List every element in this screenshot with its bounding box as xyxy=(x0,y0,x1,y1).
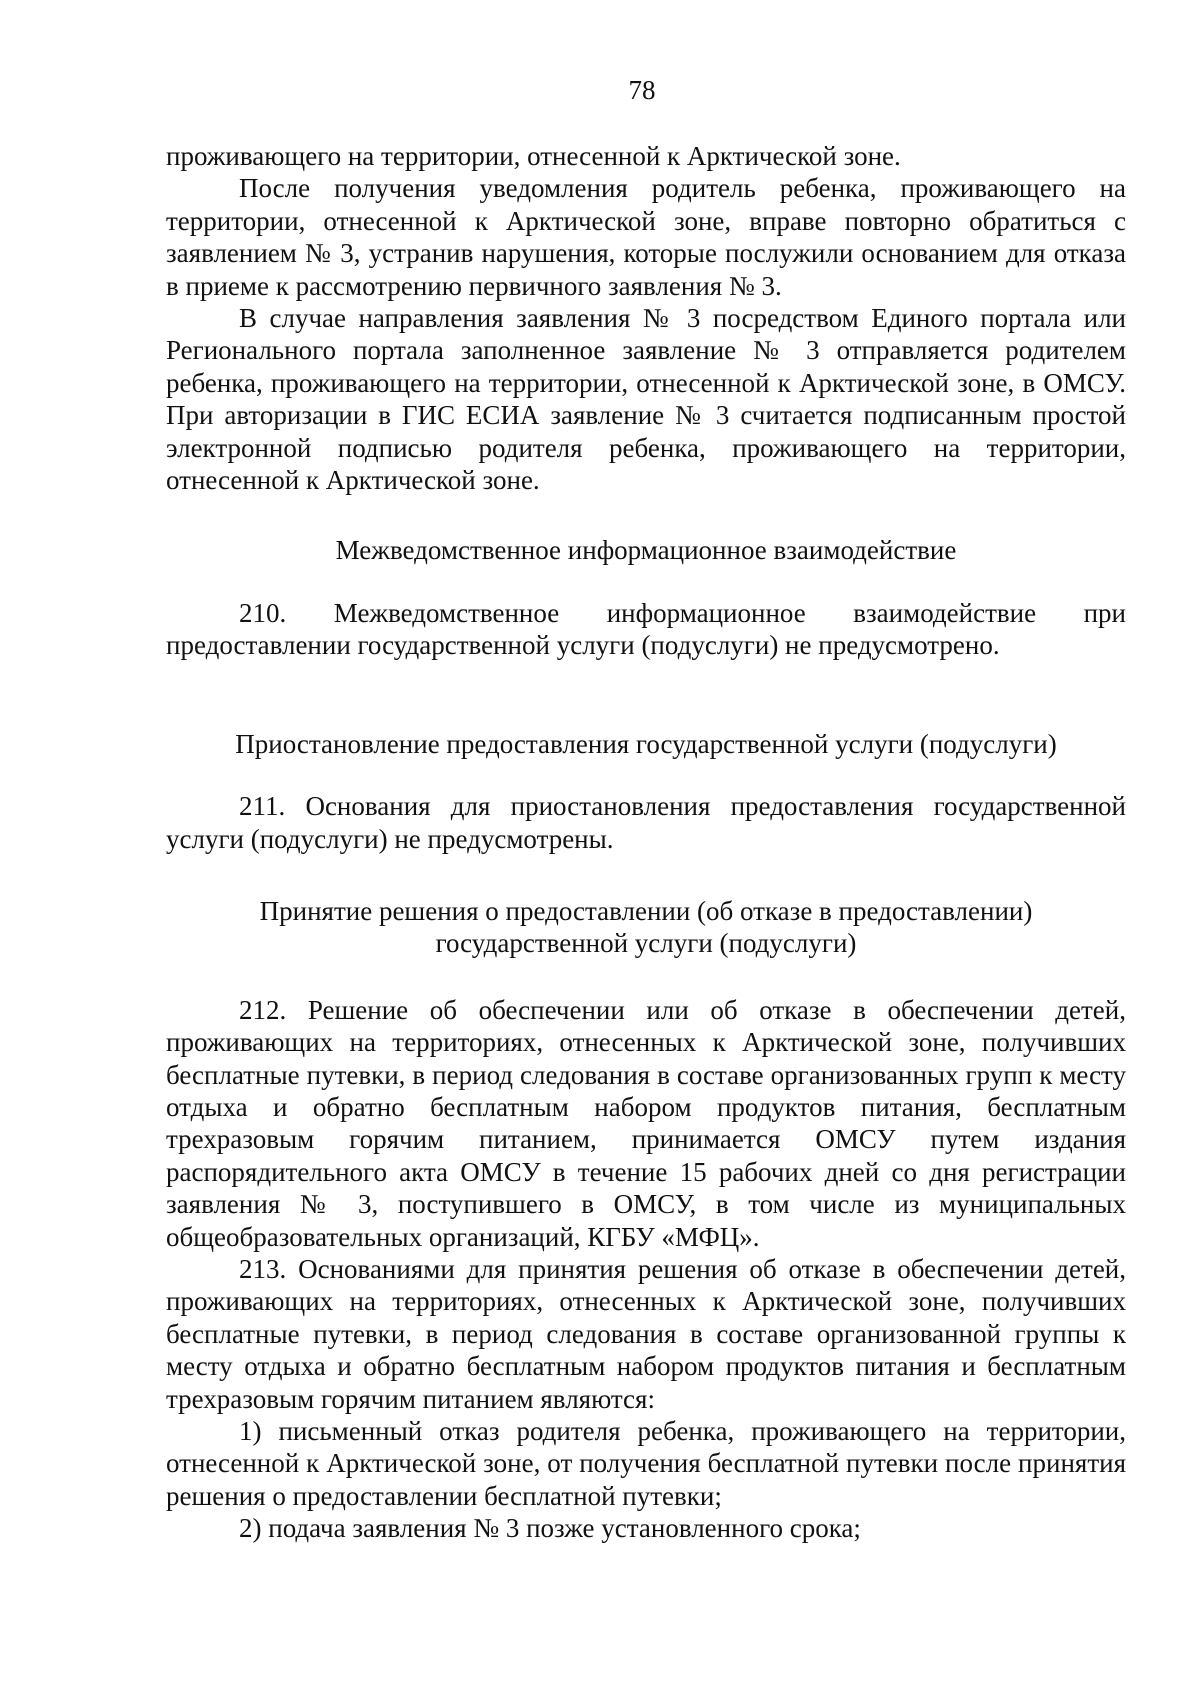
spacer xyxy=(166,662,1126,728)
spacer xyxy=(166,760,1126,790)
document-body xyxy=(166,140,1126,1545)
paragraph-211: 211. Основания для приостановления предоставления государственной услуги (подуслуги) не предусмотрены. xyxy=(166,791,1126,854)
paragraph-212: 212. Решение об обеспечении или об отказе в обеспечении детей, проживающих на территориях, отнесенных к Арктической зоне, получивших бесплатные путевки, в период следования в составе организованных групп к месту отдыха и обратно бесплатным набором продуктов питания, бесплатным трехразовым горячим питанием, принимается ОМСУ путем издания распорядительного акта ОМСУ в течение 15 рабочих дней со дня регистрации заявления № 3, поступившего в ОМСУ, в том числе из муниципальных общеобразовательных организаций, КГБУ «МФЦ». xyxy=(166,994,1126,1252)
paragraph-resubmission: После получения уведомления родитель ребенка, проживающего на территории, отнесенной к Арктической зоне, вправе повторно обратиться с заявлением № 3, устранив нарушения, которые послужили основанием для отказа в приеме к рассмотрению первичного заявления № 3. xyxy=(166,173,1126,301)
page-number: 78 xyxy=(628,75,656,105)
paragraph-portal-submission: В случае направления заявления № 3 посредством Единого портала или Регионального портала заполненное заявление № 3 отправляется родителем ребенка, проживающего на территории, отнесенной к Арктической зоне, в ОМСУ. При авторизации в ГИС ЕСИА заявление № 3 считается подписанным простой электронной подписью родителя ребенка, проживающего на территории, отнесенной к Арктической зоне. xyxy=(166,303,1126,496)
list-item-1: 1) письменный отказ родителя ребенка, проживающего на территории, отнесенной к Арктической зоне, от получения бесплатной путевки после принятия решения о предоставлении бесплатной путевки; xyxy=(166,1416,1126,1511)
paragraph-continuation: проживающего на территории, отнесенной к Арктической зоне. xyxy=(166,141,901,171)
spacer xyxy=(166,567,1126,597)
spacer xyxy=(166,960,1126,994)
spacer xyxy=(166,855,1126,895)
paragraph-210: 210. Межведомственное информационное взаимодействие при предоставлении государственной услуги (подуслуги) не предусмотрено. xyxy=(166,597,1126,661)
section-heading-decision-line2: государственной услуги (подуслуги) xyxy=(435,928,857,959)
section-heading-suspension: Приостановление предоставления государственной услуги (подуслуги) xyxy=(235,728,1057,759)
section-heading-decision-line1: Принятие решения о предоставлении (об отказе в предоставлении) xyxy=(259,895,1033,926)
list-item-2: 2) подача заявления № 3 позже установленного срока; xyxy=(239,1513,861,1544)
spacer xyxy=(166,496,1126,534)
section-heading-interagency: Межведомственное информационное взаимодействие xyxy=(335,535,957,566)
paragraph-213: 213. Основаниями для принятия решения об отказе в обеспечении детей, проживающих на территориях, отнесенных к Арктической зоне, получивших бесплатные путевки, в период следования в составе организованной группы к месту отдыха и обратно бесплатным набором продуктов питания и бесплатным трехразовым горячим питанием являются: xyxy=(166,1253,1126,1414)
